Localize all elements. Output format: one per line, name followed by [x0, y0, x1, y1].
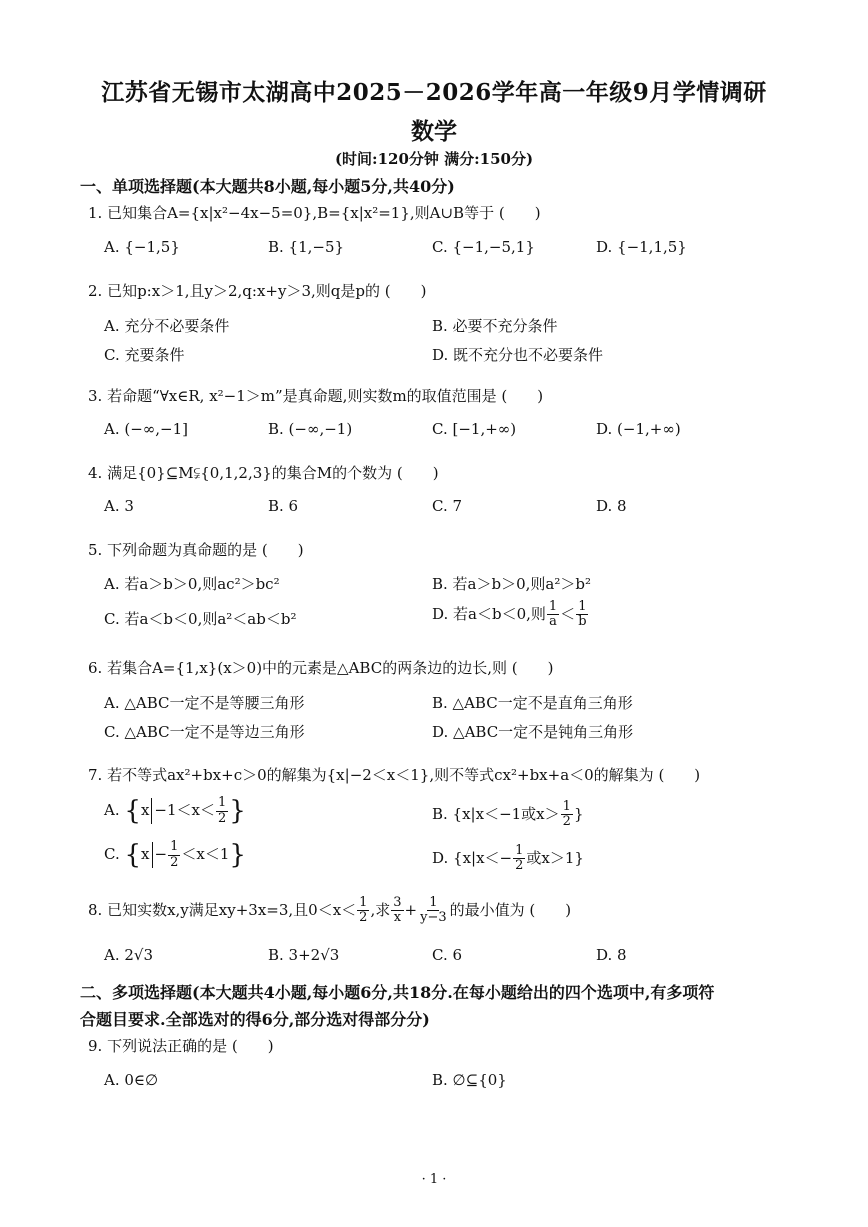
q1-option-d: D. {−1,1,5}: [596, 238, 687, 256]
frac-numerator: 1: [578, 599, 587, 614]
question-8-stem: [88, 896, 571, 926]
set-bar: [152, 842, 153, 868]
q7-option-a: [104, 796, 246, 826]
option-text: D. {x|x＜−: [432, 848, 513, 867]
set-variable: x: [140, 801, 150, 819]
fraction-one-half: [561, 800, 573, 830]
frac-denominator: a: [549, 614, 557, 630]
set-bar: [151, 798, 152, 824]
frac-numerator: 3: [393, 895, 402, 910]
q7-option-b: [432, 800, 583, 830]
section-multi-choice-line2: 合题目要求.全部选对的得6分,部分选对得部分分): [80, 1010, 430, 1029]
left-brace: {: [124, 840, 142, 870]
fraction-one-half: [357, 896, 369, 926]
fraction-3-over-x: [391, 896, 403, 926]
left-brace: {: [124, 796, 141, 826]
q2-option-d: D. 既不充分也不必要条件: [432, 346, 604, 364]
q3-option-a: A. (−∞,−1]: [104, 420, 189, 438]
set-condition: ＜x＜1: [181, 845, 230, 863]
fraction-1-over-y-3: [418, 896, 449, 926]
section-multi-choice-line1: 二、多项选择题(本大题共4小题,每小题6分,共18分.在每小题给出的四个选项中,有多项符: [80, 983, 715, 1002]
minus-sign: −: [154, 845, 168, 863]
q7-option-c: [104, 840, 246, 870]
q4-option-a: A. 3: [104, 497, 134, 515]
frac-denominator: 2: [217, 810, 227, 826]
subject-title: 数学: [411, 118, 457, 145]
q5-fraction-1-over-b: [576, 600, 588, 630]
frac-denominator: y−3: [420, 910, 447, 926]
q8-option-c: C. 6: [432, 946, 463, 964]
q2-option-c: C. 充要条件: [104, 346, 185, 364]
exam-title: 江苏省无锡市太湖高中2025－2026学年高一年级9月学情调研: [101, 79, 767, 106]
page-number: · 1 ·: [421, 1172, 447, 1187]
question-7-stem: 7. 若不等式ax²+bx+c＞0的解集为{x|−2＜x＜1},则不等式cx²+bx+a＜0的解集为 ( ): [88, 766, 701, 784]
frac-denominator: b: [578, 614, 587, 630]
option-text: B. {x|x＜−1或x＞: [432, 804, 560, 823]
less-than-sign: ＜: [560, 604, 576, 623]
q4-option-b: B. 6: [268, 497, 299, 515]
option-text-end: }: [573, 804, 584, 823]
question-2-stem: 2. 已知p:x＞1,且y＞2,q:x+y＞3,则q是p的 ( ): [88, 282, 427, 300]
frac-numerator: 1: [170, 839, 179, 855]
section-single-choice: 一、单项选择题(本大题共8小题,每小题5分,共40分): [80, 177, 455, 196]
question-9-stem: 9. 下列说法正确的是 ( ): [88, 1037, 274, 1055]
q5-option-c: C. 若a＜b＜0,则a²＜ab＜b²: [104, 610, 297, 628]
q1-option-c: C. {−1,−5,1}: [432, 238, 535, 256]
frac-denominator: 2: [515, 858, 524, 874]
right-brace: }: [229, 796, 246, 826]
question-4-stem: 4. 满足{0}⊆M⫋{0,1,2,3}的集合M的个数为 ( ): [88, 464, 439, 482]
q5-option-b: B. 若a＞b＞0,则a²＞b²: [432, 575, 591, 593]
question-6-stem: 6. 若集合A={1,x}(x＞0)中的元素是△ABC的两条边的边长,则 ( ): [88, 659, 554, 677]
frac-numerator: 1: [217, 795, 227, 811]
frac-numerator: 1: [548, 599, 558, 614]
q4-option-d: D. 8: [596, 497, 627, 515]
q3-option-b: B. (−∞,−1): [268, 420, 353, 438]
q4-option-c: C. 7: [432, 497, 463, 515]
right-brace: }: [229, 840, 246, 870]
q5-option-a: A. 若a＞b＞0,则ac²＞bc²: [104, 575, 280, 593]
stem-text: ,求: [370, 900, 391, 919]
frac-denominator: 2: [562, 814, 571, 830]
question-5-stem: 5. 下列命题为真命题的是 ( ): [88, 541, 304, 559]
fraction-one-half: [513, 844, 525, 874]
frac-denominator: x: [393, 910, 402, 926]
frac-numerator: 1: [515, 843, 524, 858]
q1-option-a: A. {−1,5}: [104, 238, 180, 256]
stem-text: 的最小值为 ( ): [449, 900, 572, 919]
q9-option-a: A. 0∈∅: [104, 1071, 159, 1089]
set-variable: x: [141, 845, 150, 863]
question-3-stem: 3. 若命题“∀x∈R, x²−1＞m”是真命题,则实数m的取值范围是 ( ): [88, 387, 544, 405]
q8-option-b: B. 3+2√3: [268, 946, 340, 964]
q9-option-b: B. ∅⊆{0}: [432, 1071, 507, 1089]
q6-option-b: B. △ABC一定不是直角三角形: [432, 694, 633, 712]
set-condition: −1＜x＜: [154, 801, 215, 819]
q1-option-b: B. {1,−5}: [268, 238, 345, 256]
fraction-one-half: [168, 840, 180, 870]
stem-text: 8. 已知实数x,y满足xy+3x=3,且0＜x＜: [88, 900, 357, 919]
fraction-one-half: [216, 796, 228, 826]
frac-numerator: 1: [429, 895, 438, 910]
q6-option-c: C. △ABC一定不是等边三角形: [104, 723, 305, 741]
q3-option-c: C. [−1,+∞): [432, 420, 517, 438]
frac-denominator: 2: [359, 910, 368, 926]
q5-option-d-prefix: D. 若a＜b＜0,则: [432, 604, 546, 623]
q5-fraction-1-over-a: [547, 600, 559, 630]
option-label: C.: [104, 845, 120, 863]
frac-numerator: 1: [359, 895, 368, 910]
frac-denominator: 2: [170, 854, 179, 870]
q6-option-d: D. △ABC一定不是钝角三角形: [432, 723, 634, 741]
time-info: (时间:120分钟 满分:150分): [334, 150, 534, 168]
q2-option-b: B. 必要不充分条件: [432, 317, 558, 335]
q2-option-a: A. 充分不必要条件: [104, 317, 230, 335]
plus-sign: +: [404, 900, 418, 919]
q8-option-d: D. 8: [596, 946, 627, 964]
option-label: A.: [104, 801, 120, 819]
option-text-end: 或x＞1}: [526, 848, 584, 867]
q7-option-d: [432, 844, 584, 874]
q5-option-d: [432, 600, 590, 630]
frac-numerator: 1: [562, 799, 571, 814]
q6-option-a: A. △ABC一定不是等腰三角形: [104, 694, 305, 712]
question-1-stem: 1. 已知集合A={x|x²−4x−5=0},B={x|x²=1},则A∪B等于 ( ): [88, 204, 541, 222]
q3-option-d: D. (−1,+∞): [596, 420, 681, 438]
q8-option-a: A. 2√3: [104, 946, 154, 964]
